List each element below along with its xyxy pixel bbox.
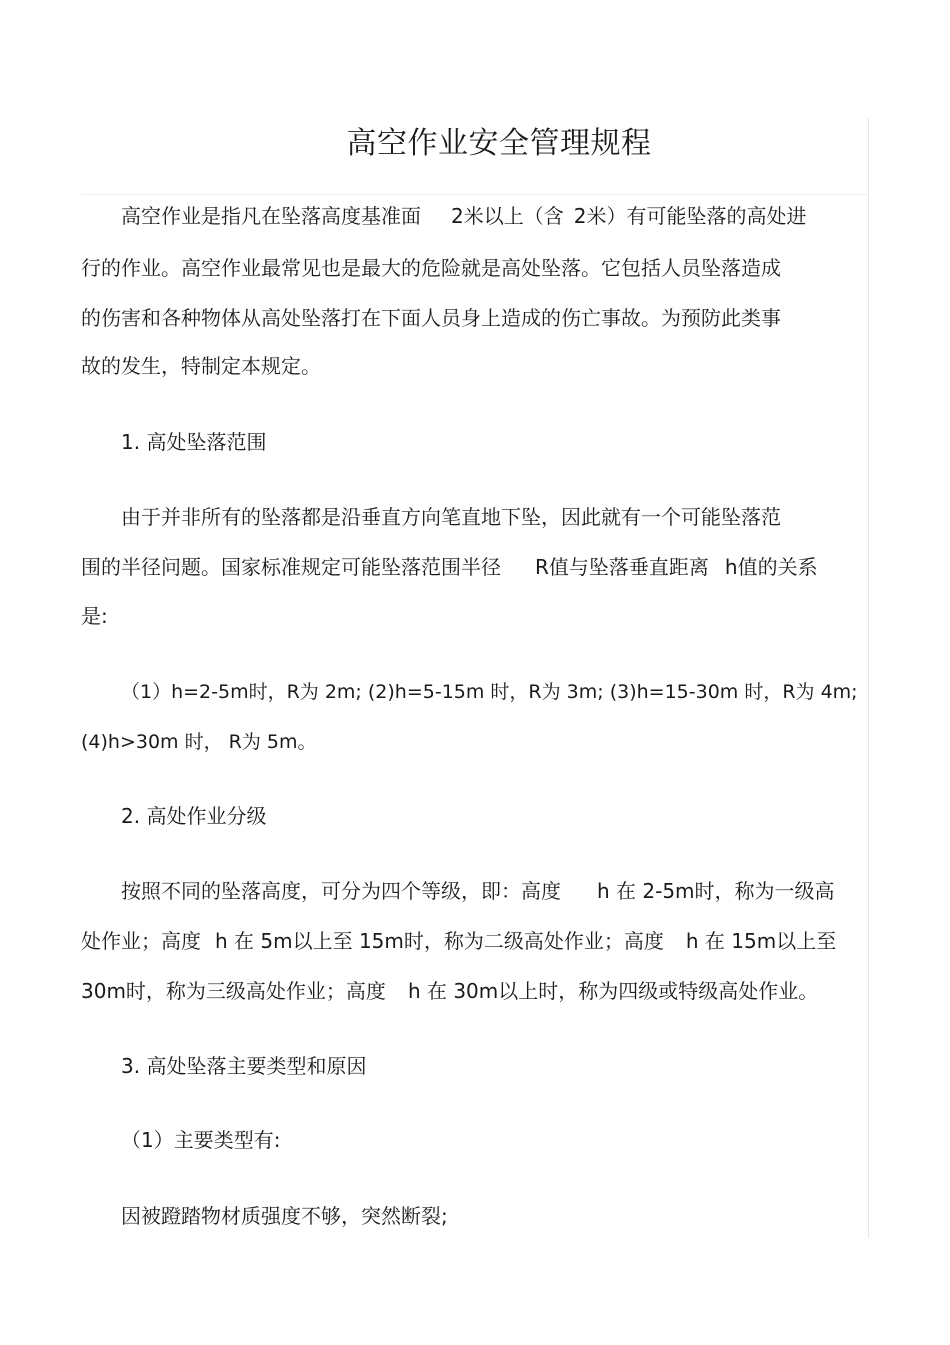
section-3-item-1: 因被蹬踏物材质强度不够，突然断裂; — [121, 1204, 448, 1228]
section-2-text: h 在 2-5m时，称为一级高 — [597, 879, 835, 903]
section-2-text: h 在 5m以上至 15m时，称为二级高处作业；高度 — [215, 929, 664, 953]
section-2-text: 30m时，称为三级高处作业；高度 — [81, 979, 386, 1003]
section-2-text: h 在 30m以上时，称为四级或特级高处作业。 — [407, 979, 819, 1003]
section-1-para-2-line-1: （1）h=2-5m时，R为 2m; (2)h=5-15m 时，R为 3m; (3)h=15-30m 时，R为 4m; — [121, 681, 858, 703]
section-1-text: h值的关系 — [724, 555, 818, 579]
section-2-line-2 — [81, 927, 836, 955]
section-3-heading: 3. 高处坠落主要类型和原因 — [121, 1054, 367, 1078]
section-2-line-3 — [81, 977, 818, 1005]
title-divider — [82, 194, 869, 195]
section-2-heading: 2. 高处作业分级 — [121, 804, 267, 828]
section-1-text: R值与坠落垂直距离 — [535, 555, 709, 579]
intro-text: 2米以上（含 — [451, 204, 564, 228]
section-1-para-2-line-2: (4)h>30m 时， R为 5m。 — [81, 731, 317, 753]
intro-text: 高空作业是指凡在坠落高度基准面 — [121, 204, 421, 228]
intro-line-2: 行的作业。高空作业最常见也是最大的危险就是高处坠落。它包括人员坠落造成 — [81, 256, 781, 280]
section-2-text: h 在 15m以上至 — [685, 929, 837, 953]
intro-line-1 — [121, 202, 806, 230]
section-1-para-1-line-3: 是: — [81, 604, 108, 628]
intro-text: 2米）有可能坠落的高处进 — [573, 204, 807, 228]
section-1-heading: 1. 高处坠落范围 — [121, 430, 267, 454]
document-title: 高空作业安全管理规程 — [346, 126, 652, 161]
section-2-text: 处作业；高度 — [81, 929, 201, 953]
section-1-para-1-line-2 — [81, 553, 818, 581]
page-margin-rule-vertical — [868, 118, 869, 1238]
section-1-para-1-line-1: 由于并非所有的坠落都是沿垂直方向笔直地下坠，因此就有一个可能坠落范 — [121, 505, 781, 529]
section-3-subheading: （1）主要类型有: — [121, 1128, 281, 1152]
intro-line-3: 的伤害和各种物体从高处坠落打在下面人员身上造成的伤亡事故。为预防此类事 — [81, 306, 781, 330]
section-2-line-1 — [121, 877, 835, 905]
section-2-text: 按照不同的坠落高度，可分为四个等级，即：高度 — [121, 879, 561, 903]
section-1-text: 围的半径问题。国家标准规定可能坠落范围半径 — [81, 555, 501, 579]
intro-line-4: 故的发生，特制定本规定。 — [81, 354, 321, 378]
